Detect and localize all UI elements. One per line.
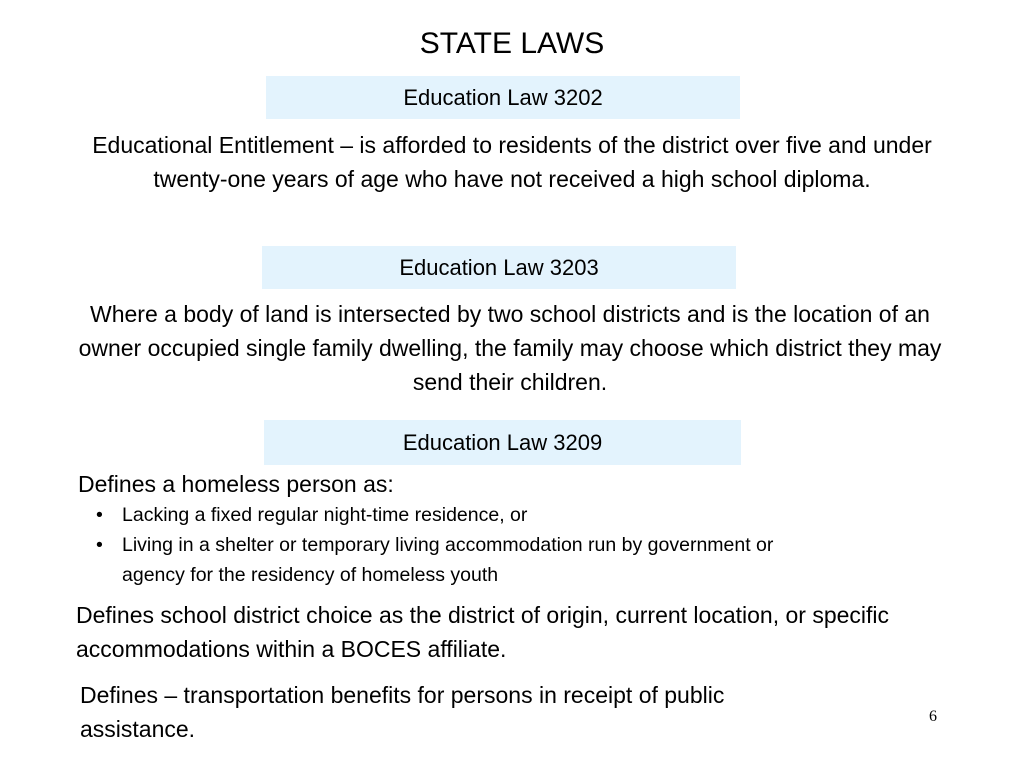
bullet-icon: • [96,504,103,526]
list-item [96,500,816,530]
law-3203-text: Where a body of land is intersected by two school districts and is the location of an owner occupied single family dwelling, the family may choose which district they may send their children. [78,301,942,395]
district-choice-text: Defines school district choice as the district of origin, current location, or specific accommodations within a BOCES affiliate. [76,602,890,662]
page-number: 6 [929,708,937,725]
law-heading-3203 [262,246,736,289]
homeless-definition-intro: Defines a homeless person as: [78,471,394,497]
law-heading-3209 [264,420,741,465]
slide-title: STATE LAWS [419,27,605,60]
list-item [96,530,816,590]
list-item-text: Living in a shelter or temporary living accommodation run by government or agency for the residency of homeless youth [122,534,774,586]
law-heading-label: Education Law 3203 [399,254,599,280]
law-heading-3202 [266,76,740,119]
transportation-text: Defines – transportation benefits for persons in receipt of public assistance. [80,682,725,742]
list-item-text: Lacking a fixed regular night-time residence, or [122,504,528,526]
law-heading-label: Education Law 3202 [403,84,603,110]
homeless-definition-list [96,500,816,590]
bullet-icon: • [96,534,103,556]
law-3202-text: Educational Entitlement – is afforded to residents of the district over five and under twenty-one years of age who have not received a high school diploma. [92,132,932,192]
law-heading-label: Education Law 3209 [402,429,603,455]
